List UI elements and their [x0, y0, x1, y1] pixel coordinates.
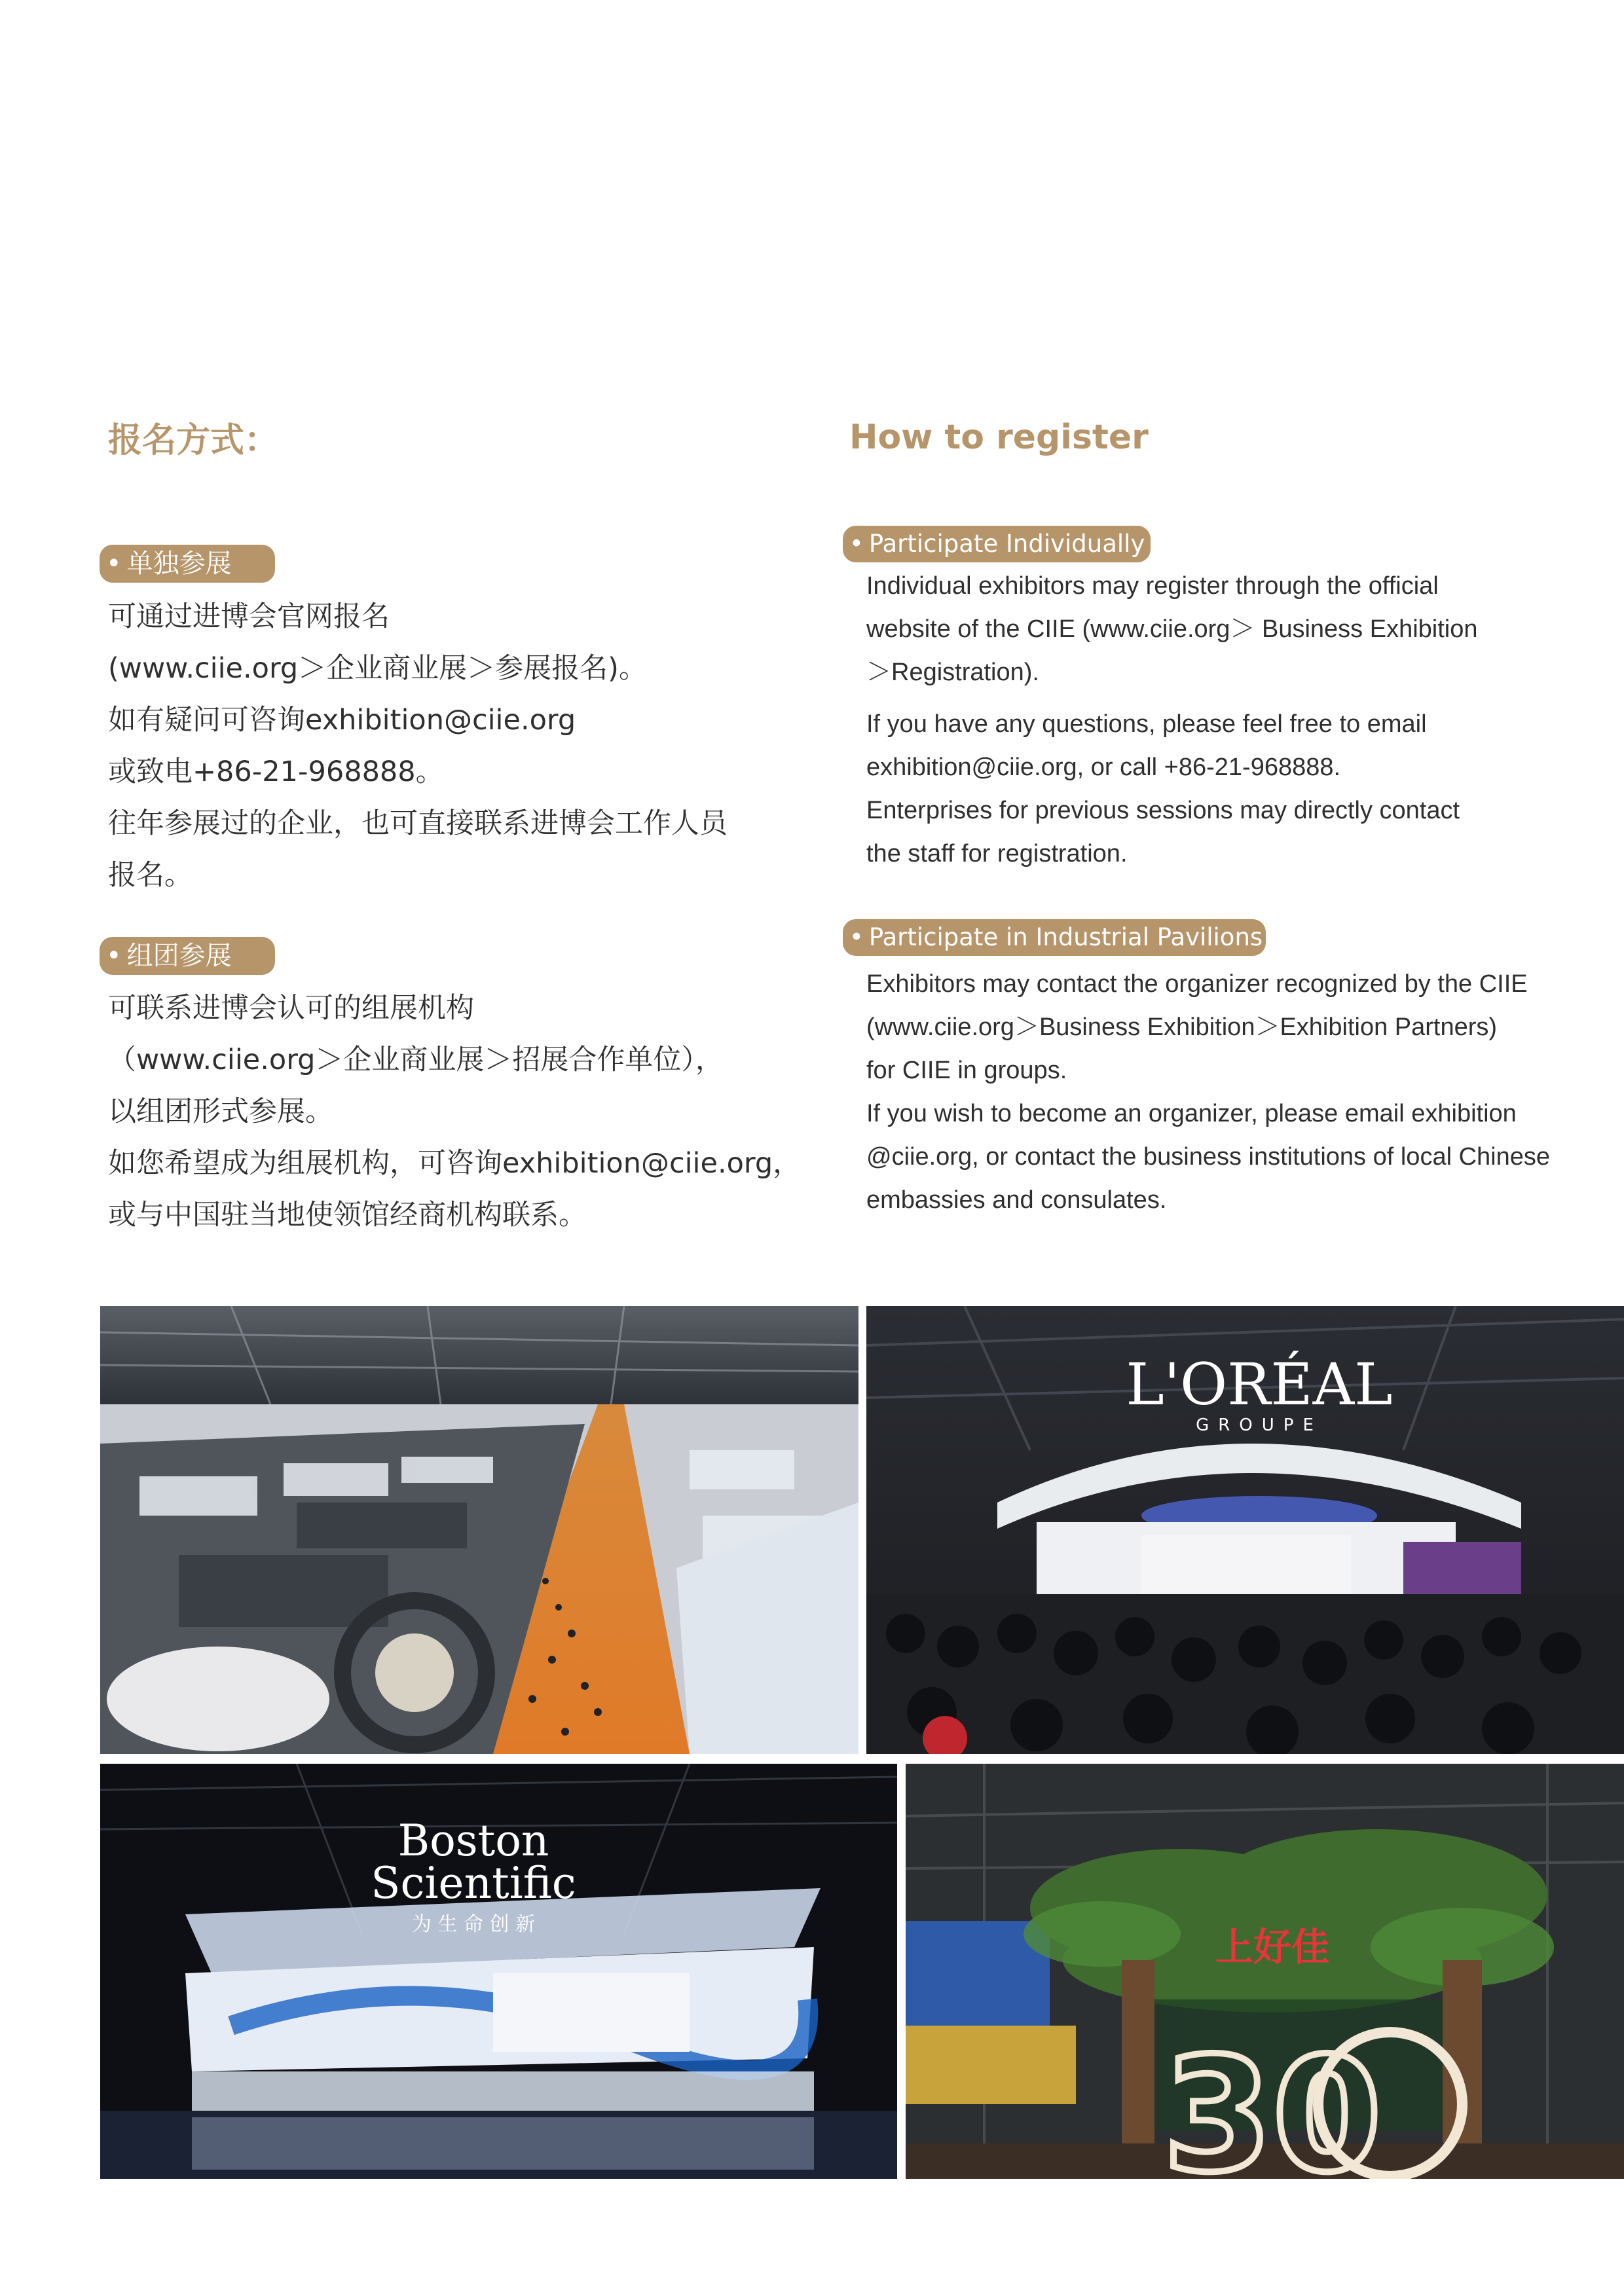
photo-exhibition-hall	[100, 1306, 858, 1754]
text-line: exhibition@ciie.org, or call +86-21-968888.	[866, 754, 1341, 781]
text-line: 或致电+86-21-968888。	[108, 756, 444, 788]
text-line: 如有疑问可咨询exhibition@ciie.org	[108, 704, 576, 737]
text-line: website of the CIIE (www.ciie.org＞ Business Exhibition	[866, 615, 1478, 643]
text-line: Exhibitors may contact the organizer recognized by the CIIE	[866, 970, 1528, 998]
heading-en: How to register	[849, 418, 1149, 457]
text-line: Enterprises for previous sessions may directly contact	[866, 797, 1460, 824]
boston-booth-illustration	[100, 1764, 897, 2179]
text-line: If you have any questions, please feel free to email	[866, 710, 1427, 738]
photo-loreal-booth	[866, 1306, 1624, 1754]
text-line: Individual exhibitors may register through the official	[866, 572, 1439, 600]
badge-label: 组团参展	[126, 941, 232, 971]
badge-pavilions-en	[843, 919, 1266, 956]
individual-en-text-b	[866, 702, 1460, 875]
text-line: for CIIE in groups.	[866, 1057, 1067, 1084]
text-line: 报名。	[108, 859, 193, 892]
loreal-booth-illustration	[866, 1306, 1624, 1754]
text-line: 如您希望成为组展机构，可咨询exhibition@ciie.org，	[108, 1147, 802, 1180]
text-line: If you wish to become an organizer, please email exhibition	[866, 1100, 1517, 1127]
text-line: ＞Registration).	[866, 659, 1039, 686]
individual-cn-text	[108, 591, 728, 902]
text-line: embassies and consulates.	[866, 1186, 1167, 1214]
boston-cn: 为 生 命 创 新	[411, 1913, 536, 1936]
boston-line1: Boston	[397, 1815, 549, 1866]
badge-label: 单独参展	[126, 549, 232, 579]
loreal-sign-sub: GROUPE	[1196, 1415, 1323, 1435]
bullet-dot: •	[849, 530, 864, 558]
text-line: （www.ciie.org＞企业商业展＞招展合作单位），	[108, 1044, 724, 1076]
text-line: 或与中国驻当地使领馆经商机构联系。	[108, 1199, 587, 1231]
group-cn-text	[108, 983, 801, 1241]
anniversary-number: 30	[1163, 2024, 1382, 2179]
text-line: @ciie.org, or contact the business institutions of local Chinese	[866, 1143, 1550, 1171]
badge-individual-en	[843, 526, 1151, 562]
shanghaojia-sign: 上好佳	[1215, 1925, 1330, 1969]
badge-label: Participate in Industrial Pavilions	[868, 923, 1263, 951]
text-line: the staff for registration.	[866, 840, 1128, 867]
text-line: 以组团形式参展。	[108, 1095, 333, 1128]
photo-boston-scientific-booth	[100, 1764, 897, 2179]
photo-shanghaojia-booth	[906, 1764, 1624, 2179]
text-line: 可通过进博会官网报名	[108, 600, 390, 633]
loreal-sign-main: L'ORÉAL	[1126, 1351, 1393, 1418]
exhibition-hall-illustration	[100, 1306, 858, 1754]
badge-individual-cn	[100, 545, 275, 583]
bullet-dot: •	[849, 923, 864, 951]
boston-line2: Scientific	[371, 1858, 576, 1908]
heading-cn: 报名方式：	[108, 421, 279, 460]
bullet-dot: •	[106, 549, 122, 579]
text-line: (www.ciie.org＞企业商业展＞参展报名)。	[108, 652, 647, 685]
shanghaojia-booth-illustration	[906, 1764, 1624, 2179]
text-line: 往年参展过的企业，也可直接联系进博会工作人员	[108, 807, 728, 840]
badge-group-cn	[100, 937, 275, 975]
badge-label: Participate Individually	[868, 530, 1145, 558]
text-line: (www.ciie.org＞Business Exhibition＞Exhibition Partners)	[866, 1013, 1498, 1041]
pavilions-en-text	[866, 962, 1550, 1222]
text-line: 可联系进博会认可的组展机构	[108, 992, 474, 1025]
bullet-dot: •	[106, 941, 122, 971]
individual-en-text-a	[866, 564, 1478, 694]
